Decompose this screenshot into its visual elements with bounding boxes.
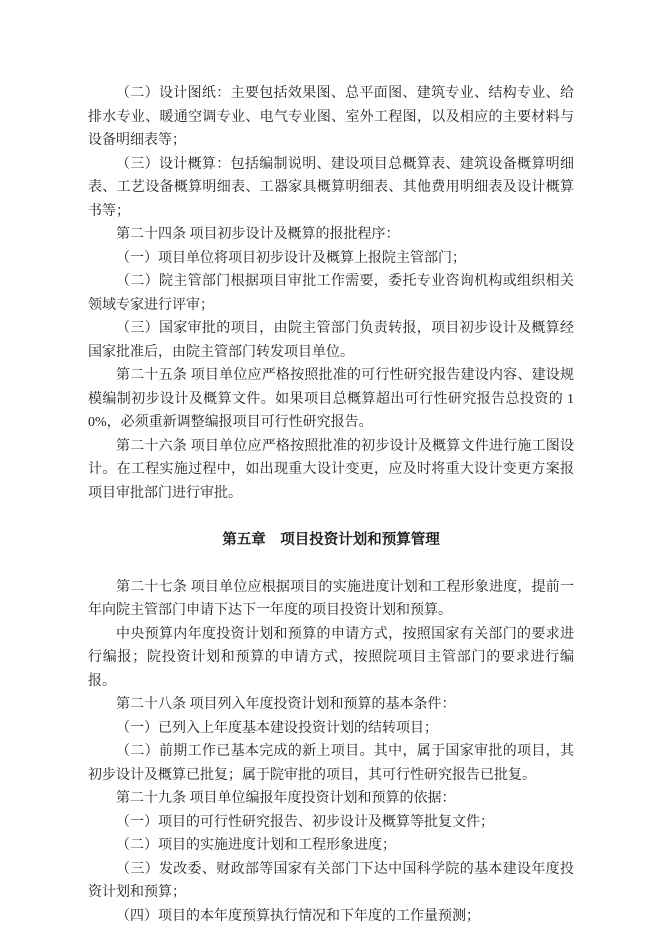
doc-paragraph-article-24-item-2: （二）院主管部门根据项目审批工作需要，委托专业咨询机构或组织相关领域专家进行评审； xyxy=(88,274,574,313)
doc-paragraph-article-27: 第二十七条 项目单位应根据项目的实施进度计划和工程形象进度，提前一年向院主管部门申请下达下一年度的项目投资计划和预算。 xyxy=(88,579,574,618)
doc-paragraph-design-drawings: （二）设计图纸：主要包括效果图、总平面图、建筑专业、结构专业、给排水专业、暖通空调专业、电气专业图、室外工程图，以及相应的主要材料与设备明细表等； xyxy=(88,86,574,148)
doc-paragraph-central-budget: 中央预算内年度投资计划和预算的申请方式，按照国家有关部门的要求进行编报；院投资计划和预算的申请方式，按照院项目主管部门的要求进行编报。 xyxy=(88,626,574,689)
doc-paragraph-article-29: 第二十九条 项目单位编报年度投资计划和预算的依据： xyxy=(116,791,456,806)
chapter-5-heading: 第五章 项目投资计划和预算管理 xyxy=(222,531,440,548)
doc-paragraph-article-28-item-1: （一）已列入上年度基本建设投资计划的结转项目； xyxy=(116,720,438,736)
doc-paragraph-article-24-item-3: （三）国家审批的项目，由院主管部门负责转报，项目初步设计及概算经国家批准后，由院主管部门转发项目单位。 xyxy=(88,321,574,360)
doc-paragraph-article-29-item-4: （四）项目的本年度预算执行情况和下年度的工作量预测； xyxy=(116,908,480,924)
doc-paragraph-article-29-item-2: （二）项目的实施进度计划和工程形象进度； xyxy=(116,838,396,853)
doc-paragraph-article-29-item-3: （三）发改委、财政部等国家有关部门下达中国科学院的基本建设年度投资计划和预算； xyxy=(88,861,574,900)
doc-paragraph-design-estimate: （三）设计概算：包括编制说明、建设项目总概算表、建筑设备概算明细表、工艺设备概算明细表、工器家具概算明细表、其他费用明细表及设计概算书等； xyxy=(88,156,574,219)
doc-paragraph-article-24-item-1: （一）项目单位将项目初步设计及概算上报院主管部门； xyxy=(116,250,466,266)
doc-paragraph-article-26: 第二十六条 项目单位应严格按照批准的初步设计及概算文件进行施工图设计。在工程实施过程中，如出现重大设计变更，应及时将重大设计变更方案报项目审批部门进行审批。 xyxy=(88,438,574,501)
doc-paragraph-article-25: 第二十五条 项目单位应严格按照批准的可行性研究报告建设内容、建设规模编制初步设计及概算文件。如果项目总概算超出可行性研究报告总投资的 10%，必须重新调整编报项目可行性研究报告。 xyxy=(88,368,574,430)
doc-paragraph-article-28-item-2: （二）前期工作已基本完成的新上项目。其中，属于国家审批的项目，其初步设计及概算已批复；属于院审批的项目，其可行性研究报告已批复。 xyxy=(88,744,574,783)
doc-paragraph-article-29-item-1: （一）项目的可行性研究报告、初步设计及概算等批复文件； xyxy=(116,814,494,830)
doc-paragraph-article-28: 第二十八条 项目列入年度投资计划和预算的基本条件： xyxy=(116,697,456,712)
doc-paragraph-article-24: 第二十四条 项目初步设计及概算的报批程序： xyxy=(116,227,400,242)
